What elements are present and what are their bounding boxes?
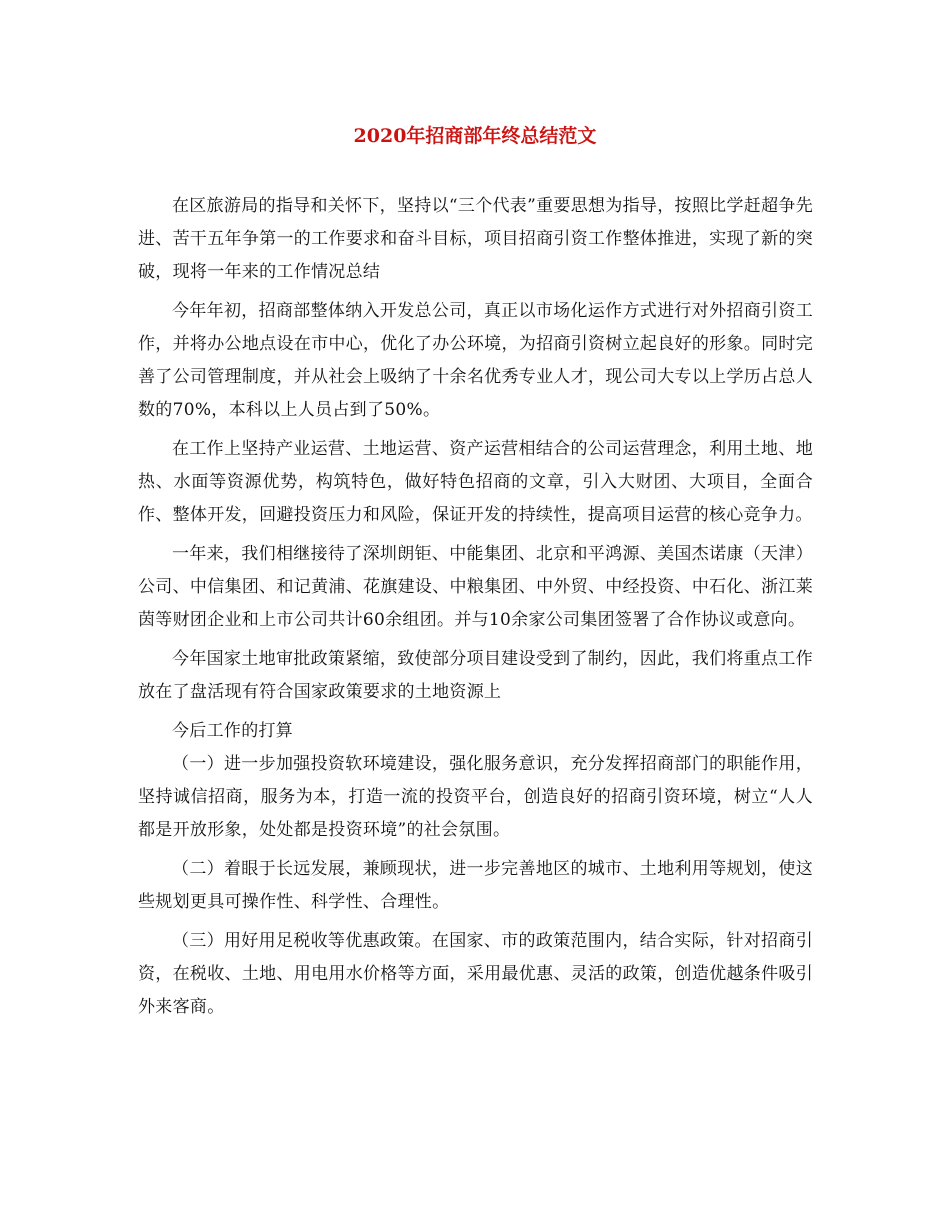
plan-item-1: （一）进一步加强投资软环境建设，强化服务意识，充分发挥招商部门的职能作用，坚持诚信招商，服务为本，打造一流的投资平台，创造良好的招商引资环境，树立“人人都是开放形象，处处都是投资环境”的社会氛围。 bbox=[138, 754, 813, 840]
paragraph-organization: 今年年初，招商部整体纳入开发总公司，真正以市场化运作方式进行对外招商引资工作，并将办公地点设在市中心，优化了办公环境，为招商引资树立起良好的形象。同时完善了公司管理制度，并从社会上吸纳了十余名优秀专业人才，现公司大专以上学历占总人数的70%，本科以上人员占到了50%。 bbox=[138, 301, 813, 420]
paragraph-intro: 在区旅游局的指导和关怀下，坚持以“三个代表”重要思想为指导，按照比学赶超争先进、苦干五年争第一的工作要求和奋斗目标，项目招商引资工作整体推进，实现了新的突破，现将一年来的工作情况总结 bbox=[138, 196, 813, 282]
plan-item-3: （三）用好用足税收等优惠政策。在国家、市的政策范围内，结合实际，针对招商引资，在税收、土地、用电用水价格等方面，采用最优惠、灵活的政策，创造优越条件吸引外来客商。 bbox=[138, 931, 813, 1017]
section-heading-future-plans: 今后工作的打算 bbox=[172, 721, 294, 741]
paragraph-visitors: 一年来，我们相继接待了深圳朗钜、中能集团、北京和平鸿源、美国杰诺康（天津）公司、中信集团、和记黄浦、花旗建设、中粮集团、中外贸、中经投资、中石化、浙江莱茵等财团企业和上市公司共计60余组团。并与10余家公司集团签署了合作协议或意向。 bbox=[138, 544, 813, 630]
paragraph-land-policy: 今年国家土地审批政策紧缩，致使部分项目建设受到了制约，因此，我们将重点工作放在了盘活现有符合国家政策要求的土地资源上 bbox=[138, 649, 813, 702]
plan-item-2: （二）着眼于长远发展，兼顾现状，进一步完善地区的城市、土地利用等规划，使这些规划更具可操作性、科学性、合理性。 bbox=[138, 859, 813, 912]
document-title: 2020年招商部年终总结范文 bbox=[353, 125, 597, 147]
paragraph-operation-concept: 在工作上坚持产业运营、土地运营、资产运营相结合的公司运营理念，利用土地、地热、水面等资源优势，构筑特色，做好特色招商的文章，引入大财团、大项目，全面合作、整体开发，回避投资压力和风险，保证开发的持续性，提高项目运营的核心竞争力。 bbox=[138, 439, 813, 525]
document-body bbox=[138, 190, 813, 1030]
